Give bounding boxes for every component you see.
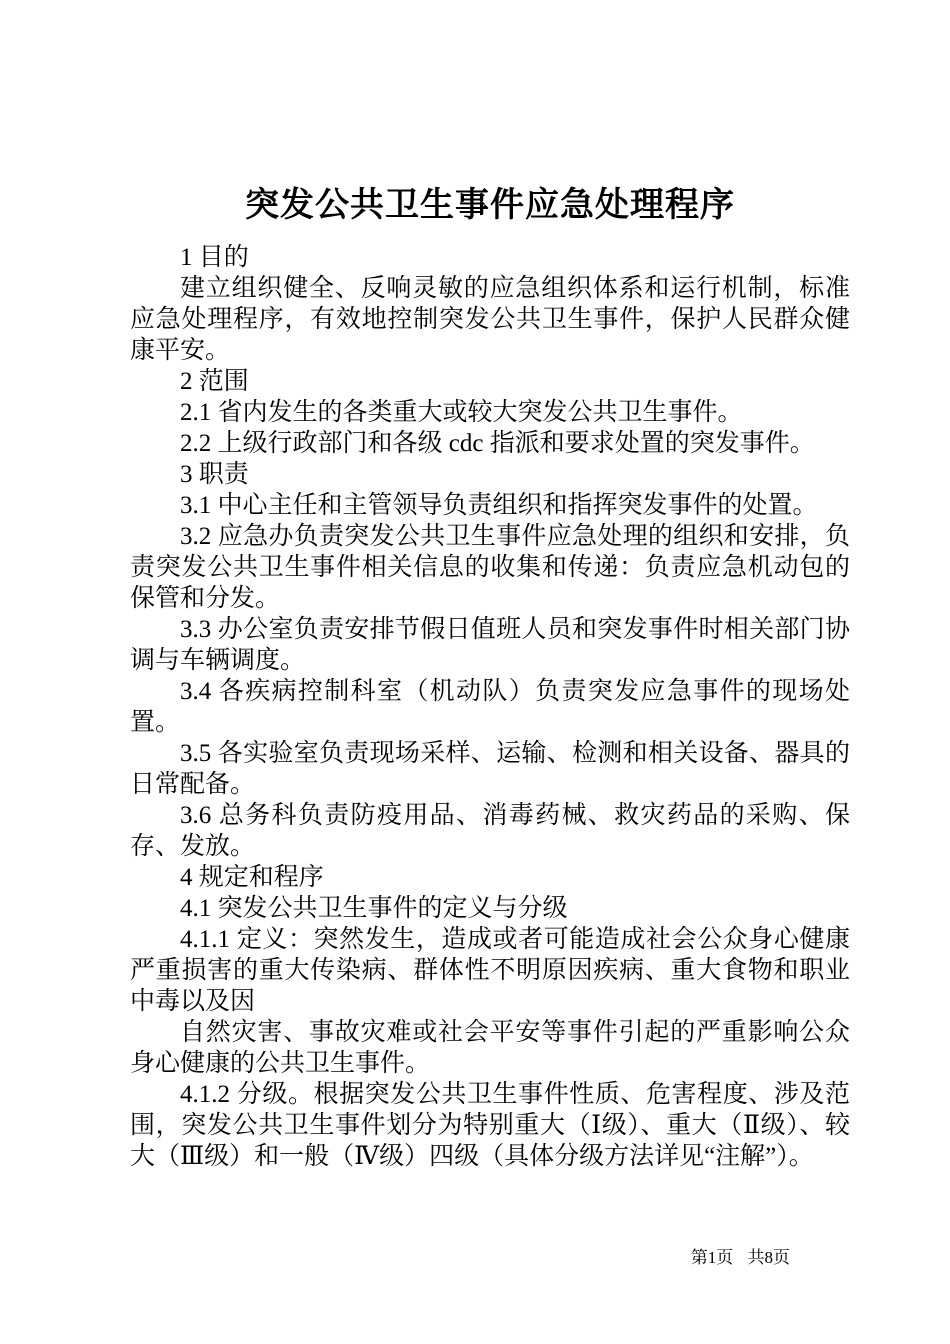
document-body (130, 242, 850, 1172)
paragraph: 4.1 突发公共卫生事件的定义与分级 (180, 895, 568, 922)
paragraph: 3.5 各实验室负责现场采样、运输、检测和相关设备、器具的日常配备。 (130, 740, 850, 798)
document-title: 突发公共卫生事件应急处理程序 (245, 187, 735, 224)
paragraph: 4.1.2 分级。根据突发公共卫生事件性质、危害程度、涉及范围，突发公共卫生事件划分为特别重大（Ⅰ级）、重大（Ⅱ级）、较大（Ⅲ级）和一般（Ⅳ级）四级（具体分级方法详见“注解”）。 (130, 1081, 850, 1170)
paragraph: 4 规定和程序 (180, 864, 324, 891)
paragraph: 2.2 上级行政部门和各级 cdc 指派和要求处置的突发事件。 (180, 430, 815, 457)
paragraph: 1 目的 (180, 244, 249, 271)
paragraph: 自然灾害、事故灾难或社会平安等事件引起的严重影响公众身心健康的公共卫生事件。 (130, 1019, 850, 1077)
paragraph: 3.1 中心主任和主管领导负责组织和指挥突发事件的处置。 (180, 492, 818, 519)
paragraph: 2 范围 (180, 368, 249, 395)
paragraph: 3.2 应急办负责突发公共卫生事件应急处理的组织和安排，负责突发公共卫生事件相关信息的收集和传递：负责应急机动包的保管和分发。 (130, 523, 850, 612)
paragraph: 3.3 办公室负责安排节假日值班人员和突发事件时相关部门协调与车辆调度。 (130, 616, 850, 674)
footer-page-total: 共8页 (747, 1248, 790, 1267)
document-content (130, 186, 850, 1172)
page-footer (691, 1248, 790, 1268)
paragraph: 4.1.1 定义：突然发生，造成或者可能造成社会公众身心健康严重损害的重大传染病、群体性不明原因疾病、重大食物和职业中毒以及因 (130, 926, 850, 1015)
paragraph: 建立组织健全、反响灵敏的应急组织体系和运行机制，标准应急处理程序，有效地控制突发公共卫生事件，保护人民群众健康平安。 (130, 275, 850, 364)
paragraph: 3.4 各疾病控制科室（机动队）负责突发应急事件的现场处置。 (130, 678, 850, 736)
footer-page-number: 第1页 (690, 1248, 734, 1267)
paragraph: 3 职责 (180, 461, 249, 488)
paragraph: 2.1 省内发生的各类重大或较大突发公共卫生事件。 (180, 399, 743, 426)
paragraph: 3.6 总务科负责防疫用品、消毒药械、救灾药品的采购、保存、发放。 (130, 802, 850, 860)
